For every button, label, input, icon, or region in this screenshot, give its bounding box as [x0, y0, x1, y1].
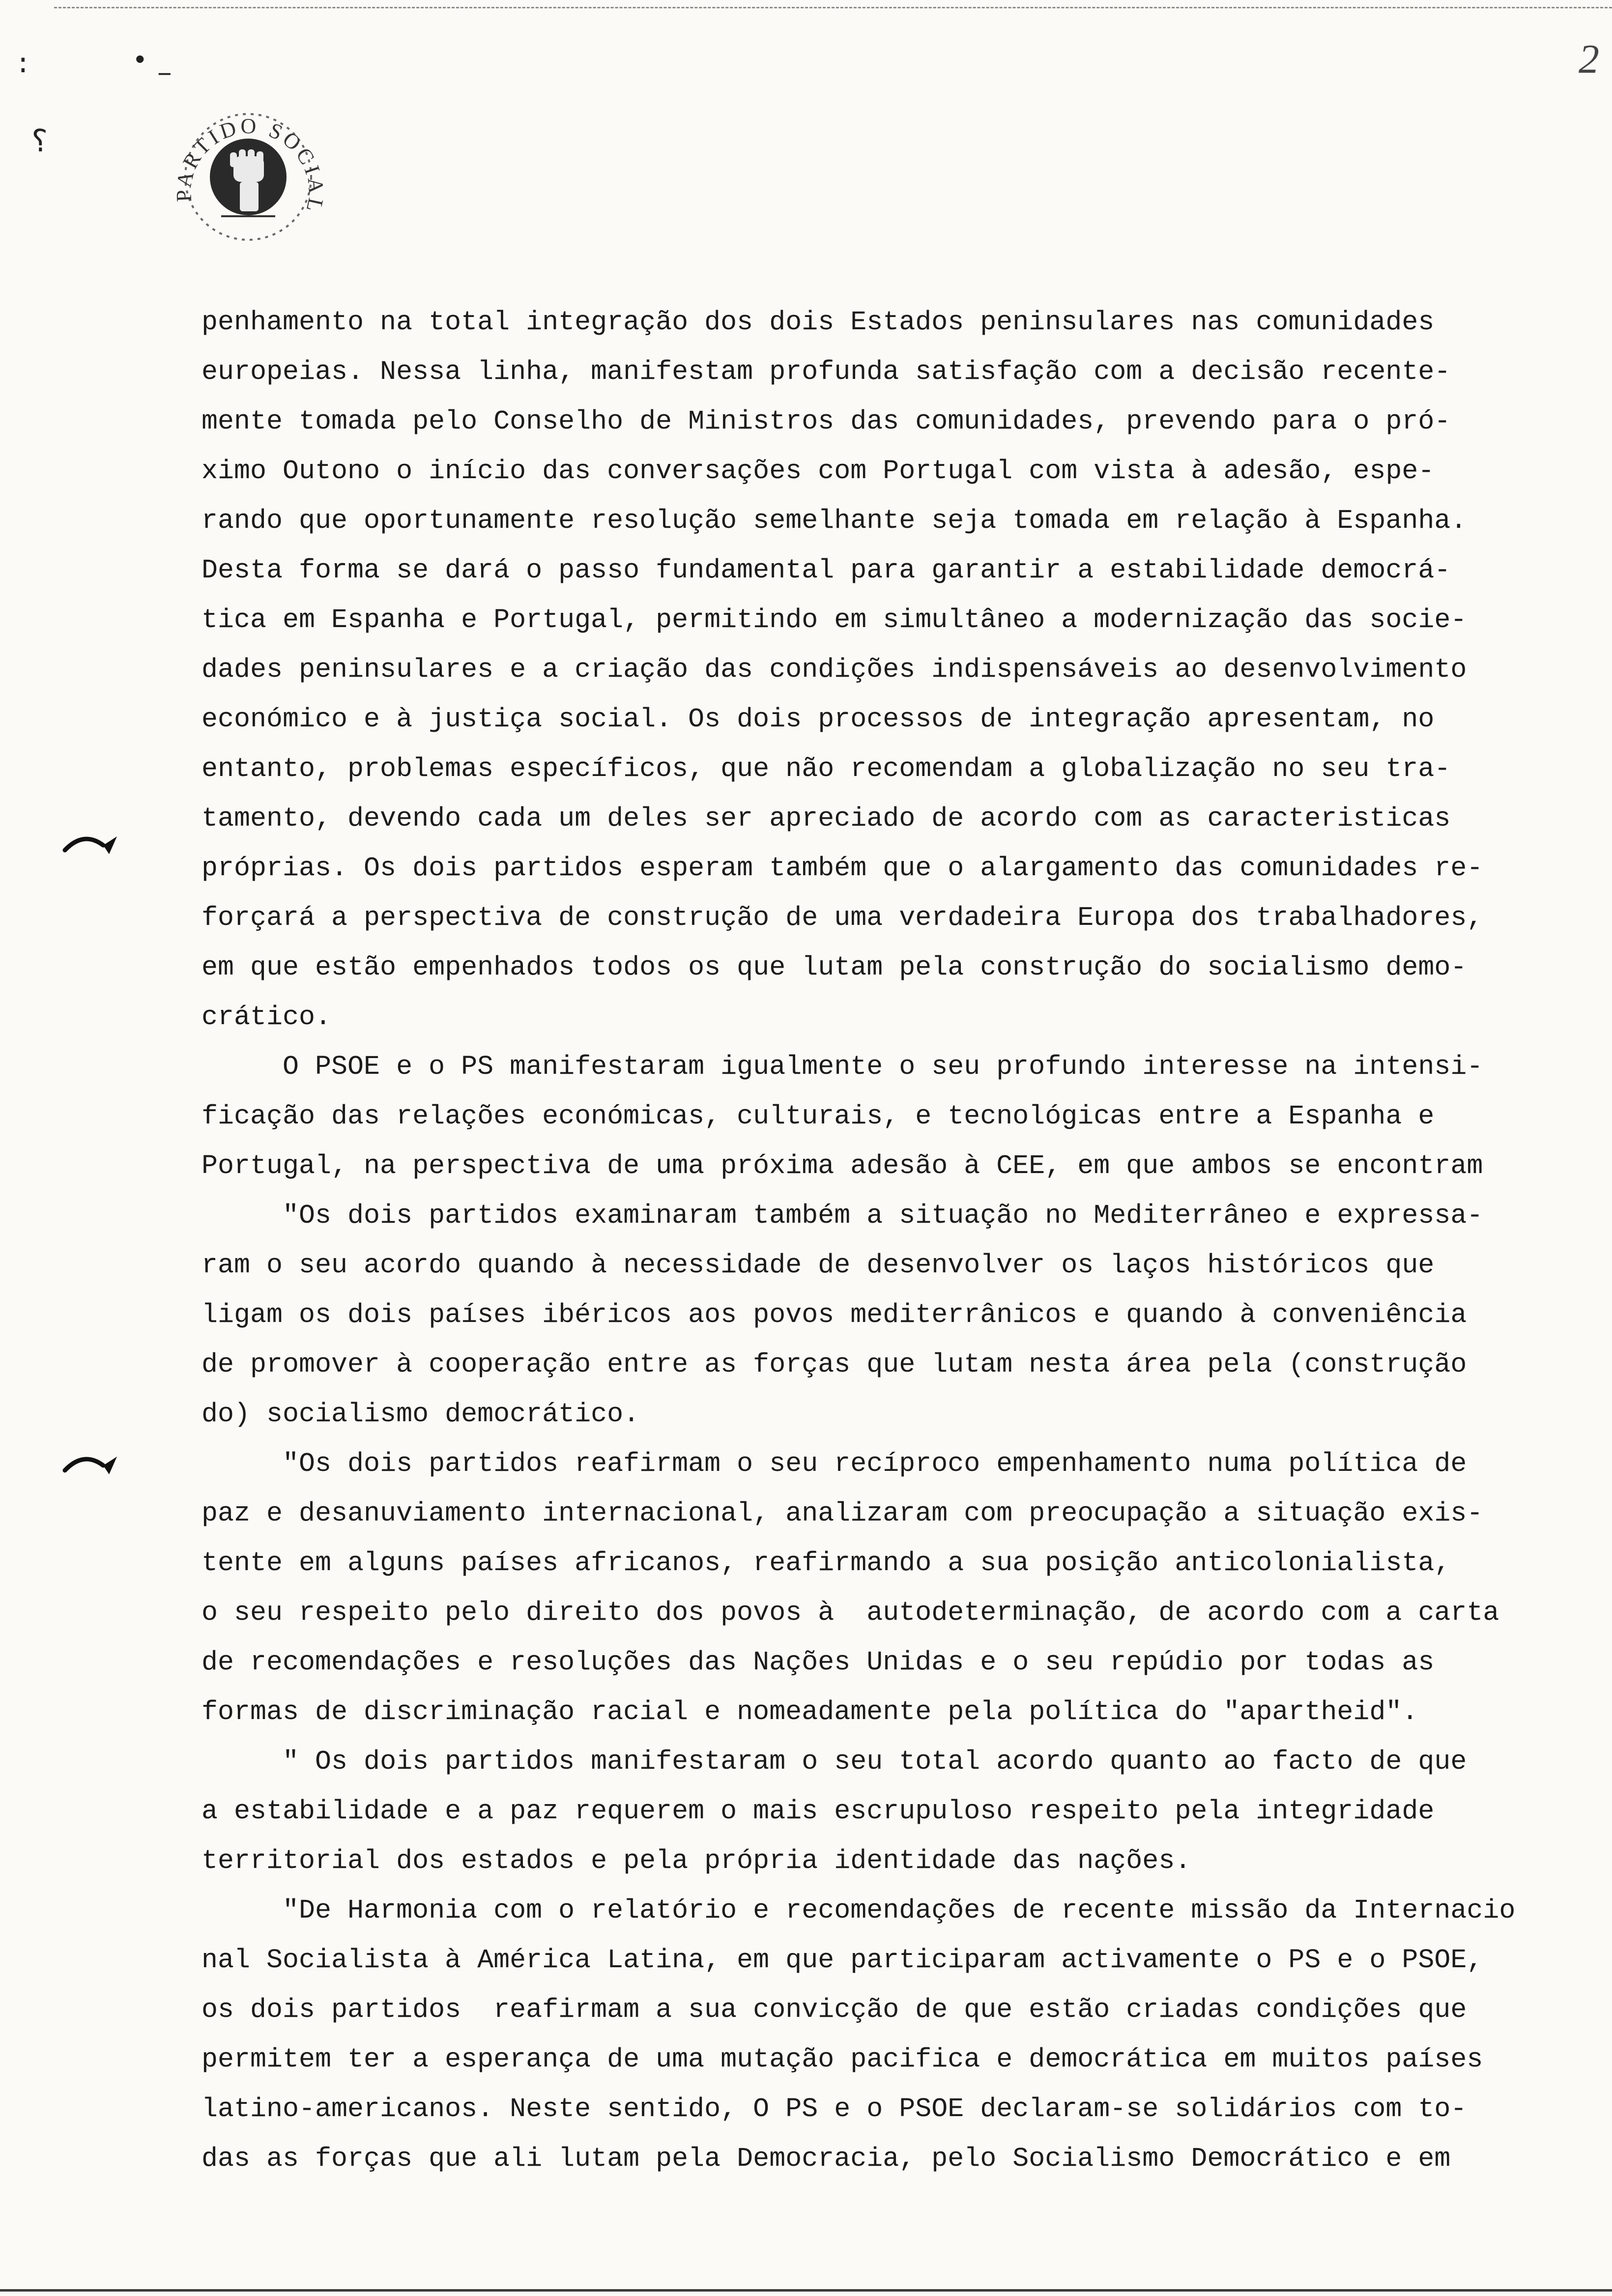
svg-text:PARTIDO SOCIALISTA: PARTIDO SOCIAL [172, 114, 329, 217]
stray-mark: – [156, 58, 173, 89]
letter-body [202, 297, 1607, 2183]
bottom-scan-edge [0, 2289, 1612, 2292]
paragraph-economic-relations: O PSOE e o PS manifestaram igualmente o seu profundo interesse na intensi- ficação das relações económicas, culturais, e tecnológicas entre a Espanha e Portugal, na perspectiva de uma próxima adesão à CEE, em que ambos se encontram [202, 1051, 1483, 1181]
margin-bracket-mark [59, 826, 128, 865]
party-seal-icon [167, 103, 329, 246]
top-scan-edge [54, 7, 1612, 8]
paragraph-integration: penhamento na total integração dos dois Estados peninsulares nas comunidades europeias. Nessa linha, manifestam profunda satisfação com a decisão recente- mente tomada pelo Conselho de Ministros das comunidades, prevendo para o pró- ximo Outono o início das conversações com Portugal com vista à adesão, espe- rando que oportunamente resolução semelhante seja tomada em relação à Espanha. Desta forma se dará o passo fundamental para garantir a estabilidade democrá- tica em Espanha e Portugal, permitindo em simultâneo a modernização das socie- dades peninsulares e a criação das condições indispensáveis ao desenvolvimento económico e à justiça social. Os dois processos de integração apresentam, no entanto, problemas específicos, que não recomendam a globalização no seu tra- tamento, devendo cada um deles ser apreciado de acordo com as caracteristicas próprias. Os dois partidos esperam também que o alargamento das comunidades re- forçará a perspectiva de construção de uma verdadeira Europa dos trabalhadores, em que estão empenhados todos os que lutam pela construção do socialismo demo- crático. [202, 307, 1483, 1033]
page-number: 2 [1579, 36, 1599, 82]
margin-bracket-mark [59, 1445, 128, 1484]
paragraph-latin-america: "De Harmonia com o relatório e recomendações de recente missão da Internacio nal Socialista à América Latina, em que participaram activamente o PS e o PSOE, os dois partidos reafirmam a sua convicção de que estão criadas condições que permitem ter a esperança de uma mutação pacifica e democrática em muitos países latino-americanos. Neste sentido, O PS e o PSOE declaram-se solidários com to- das as forças que ali lutam pela Democracia, pelo Socialismo Democrático e em [202, 1895, 1516, 2174]
stray-mark: ⸮ [30, 126, 49, 161]
margin-bracket-icon [59, 1445, 128, 1484]
paragraph-peace-africa: "Os dois partidos reafirmam o seu recíproco empenhamento numa política de paz e desanuviamento internacional, analizaram com preocupação a situação exis- tente em alguns países africanos, reafirmando a sua posição anticolonialista, o seu respeito pelo direito dos povos à autodeterminação, de acordo com a carta de recomendações e resoluções das Nações Unidas e o seu repúdio por todas as formas de discriminação racial e nomeadamente pela política do "apartheid". [202, 1448, 1499, 1727]
paragraph-mediterranean: "Os dois partidos examinaram também a situação no Mediterrâneo e expressa- ram o seu acordo quando à necessidade de desenvolver os laços históricos que ligam os dois países ibéricos aos povos mediterrânicos e quando à conveniência de promover à cooperação entre as forças que lutam nesta área pela (construção do) socialismo democrático. [202, 1200, 1483, 1430]
paragraph-territorial-integrity: " Os dois partidos manifestaram o seu total acordo quanto ao facto de que a estabilidade e a paz requerem o mais escrupuloso respeito pela integridade territorial dos estados e pela própria identidade das nações. [202, 1746, 1467, 1876]
stray-mark: • [132, 45, 148, 77]
margin-bracket-icon [59, 826, 128, 865]
party-logo [167, 103, 329, 246]
stray-mark: : [15, 49, 31, 81]
